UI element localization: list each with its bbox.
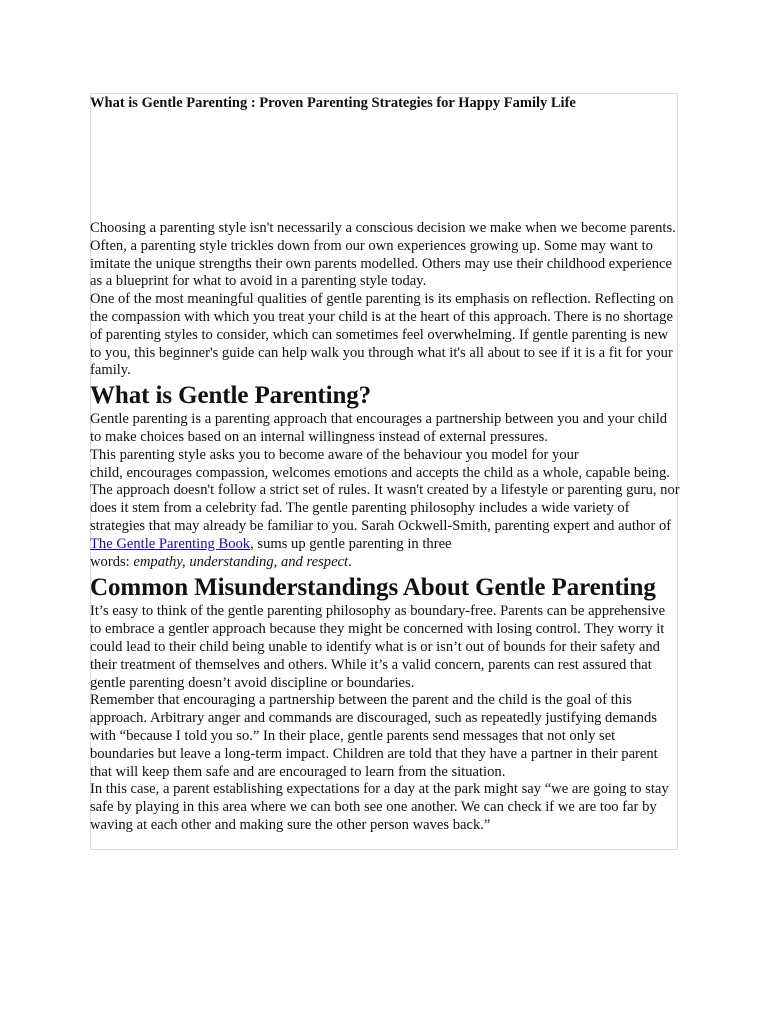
section1-paragraph-3-text: The approach doesn't follow a strict set of rules. It wasn't created by a lifestyle or parenting guru, nor does it stem from a celebrity fad. The gentle parenting philosophy includes a wide variety of strategies that may already be familiar to you. Sarah Ockwell-Smith, parenting expert and author of (90, 482, 680, 534)
section1-paragraph-2-line-2: child, encourages compassion, welcomes emotions and accepts the child as a whole, capable being. (90, 464, 670, 481)
article (90, 94, 680, 835)
intro-paragraph-1: Choosing a parenting style isn't necessarily a conscious decision we make when we become parents. Often, a parenting style trickles down from our own experiences growing up. Some may want to imitate the unique strengths their own parents modelled. Others may use their childhood experience as a blueprint for what to avoid in a parenting style today. (90, 220, 676, 290)
section1-paragraph-2-line-1: This parenting style asks you to become aware of the behaviour you model for your (90, 446, 579, 463)
section1-words-label: words: (90, 553, 134, 570)
article-title: What is Gentle Parenting : Proven Parenting Strategies for Happy Family Life (90, 95, 576, 111)
section1-paragraph-3-after-link: , sums up gentle parenting in three (250, 535, 452, 552)
section-heading-misunderstandings: Common Misunderstandings About Gentle Parenting (90, 574, 656, 602)
section1-paragraph-2 (90, 447, 680, 483)
section2-paragraph-2: Remember that encouraging a partnership between the parent and the child is the goal of this approach. Arbitrary anger and commands are discouraged, such as repeatedly justifying demands with “because I told you so.” In their place, gentle parents send messages that not only set boundaries but leave a long-term impact. Children are told that they have a partner in their parent that will keep them safe and are encouraged to learn from the situation. (90, 692, 658, 780)
section1-paragraph-1: Gentle parenting is a parenting approach that encourages a partnership between you and your child to make choices based on an internal willingness instead of external pressures. (90, 411, 668, 445)
gentle-parenting-book-link[interactable]: The Gentle Parenting Book (90, 535, 251, 552)
intro-paragraph-2: One of the most meaningful qualities of gentle parenting is its emphasis on reflection. Reflecting on the compassion with which you treat your child is at the heart of this approach. There is no shortage of parenting styles to consider, which can sometimes feel overwhelming. If gentle parenting is new to you, this beginner's guide can help walk you through what it's all about to see if it is a fit for your family. (90, 291, 674, 379)
section1-period: . (348, 553, 352, 570)
section1-paragraph-3 (90, 482, 680, 571)
section1-italic-values: empathy, understanding, and respect (133, 553, 349, 570)
section2-paragraph-1: It’s easy to think of the gentle parenting philosophy as boundary-free. Parents can be apprehensive to embrace a gentler approach because they might be concerned with losing control. They worry it could lead to their child being unable to identify what is or isn’t out of bounds for their safety and their treatment of themselves and others. While it’s a valid concern, parents can rest assured that gentle parenting doesn’t avoid discipline or boundaries. (90, 603, 666, 691)
header-image-placeholder (90, 112, 680, 220)
section2-paragraph-3: In this case, a parent establishing expectations for a day at the park might say “we are going to stay safe by playing in this area where we can both see one another. We can check if we are too far by waving at each other and making sure the other person waves back.” (90, 781, 669, 833)
section-heading-what-is: What is Gentle Parenting? (90, 382, 372, 410)
